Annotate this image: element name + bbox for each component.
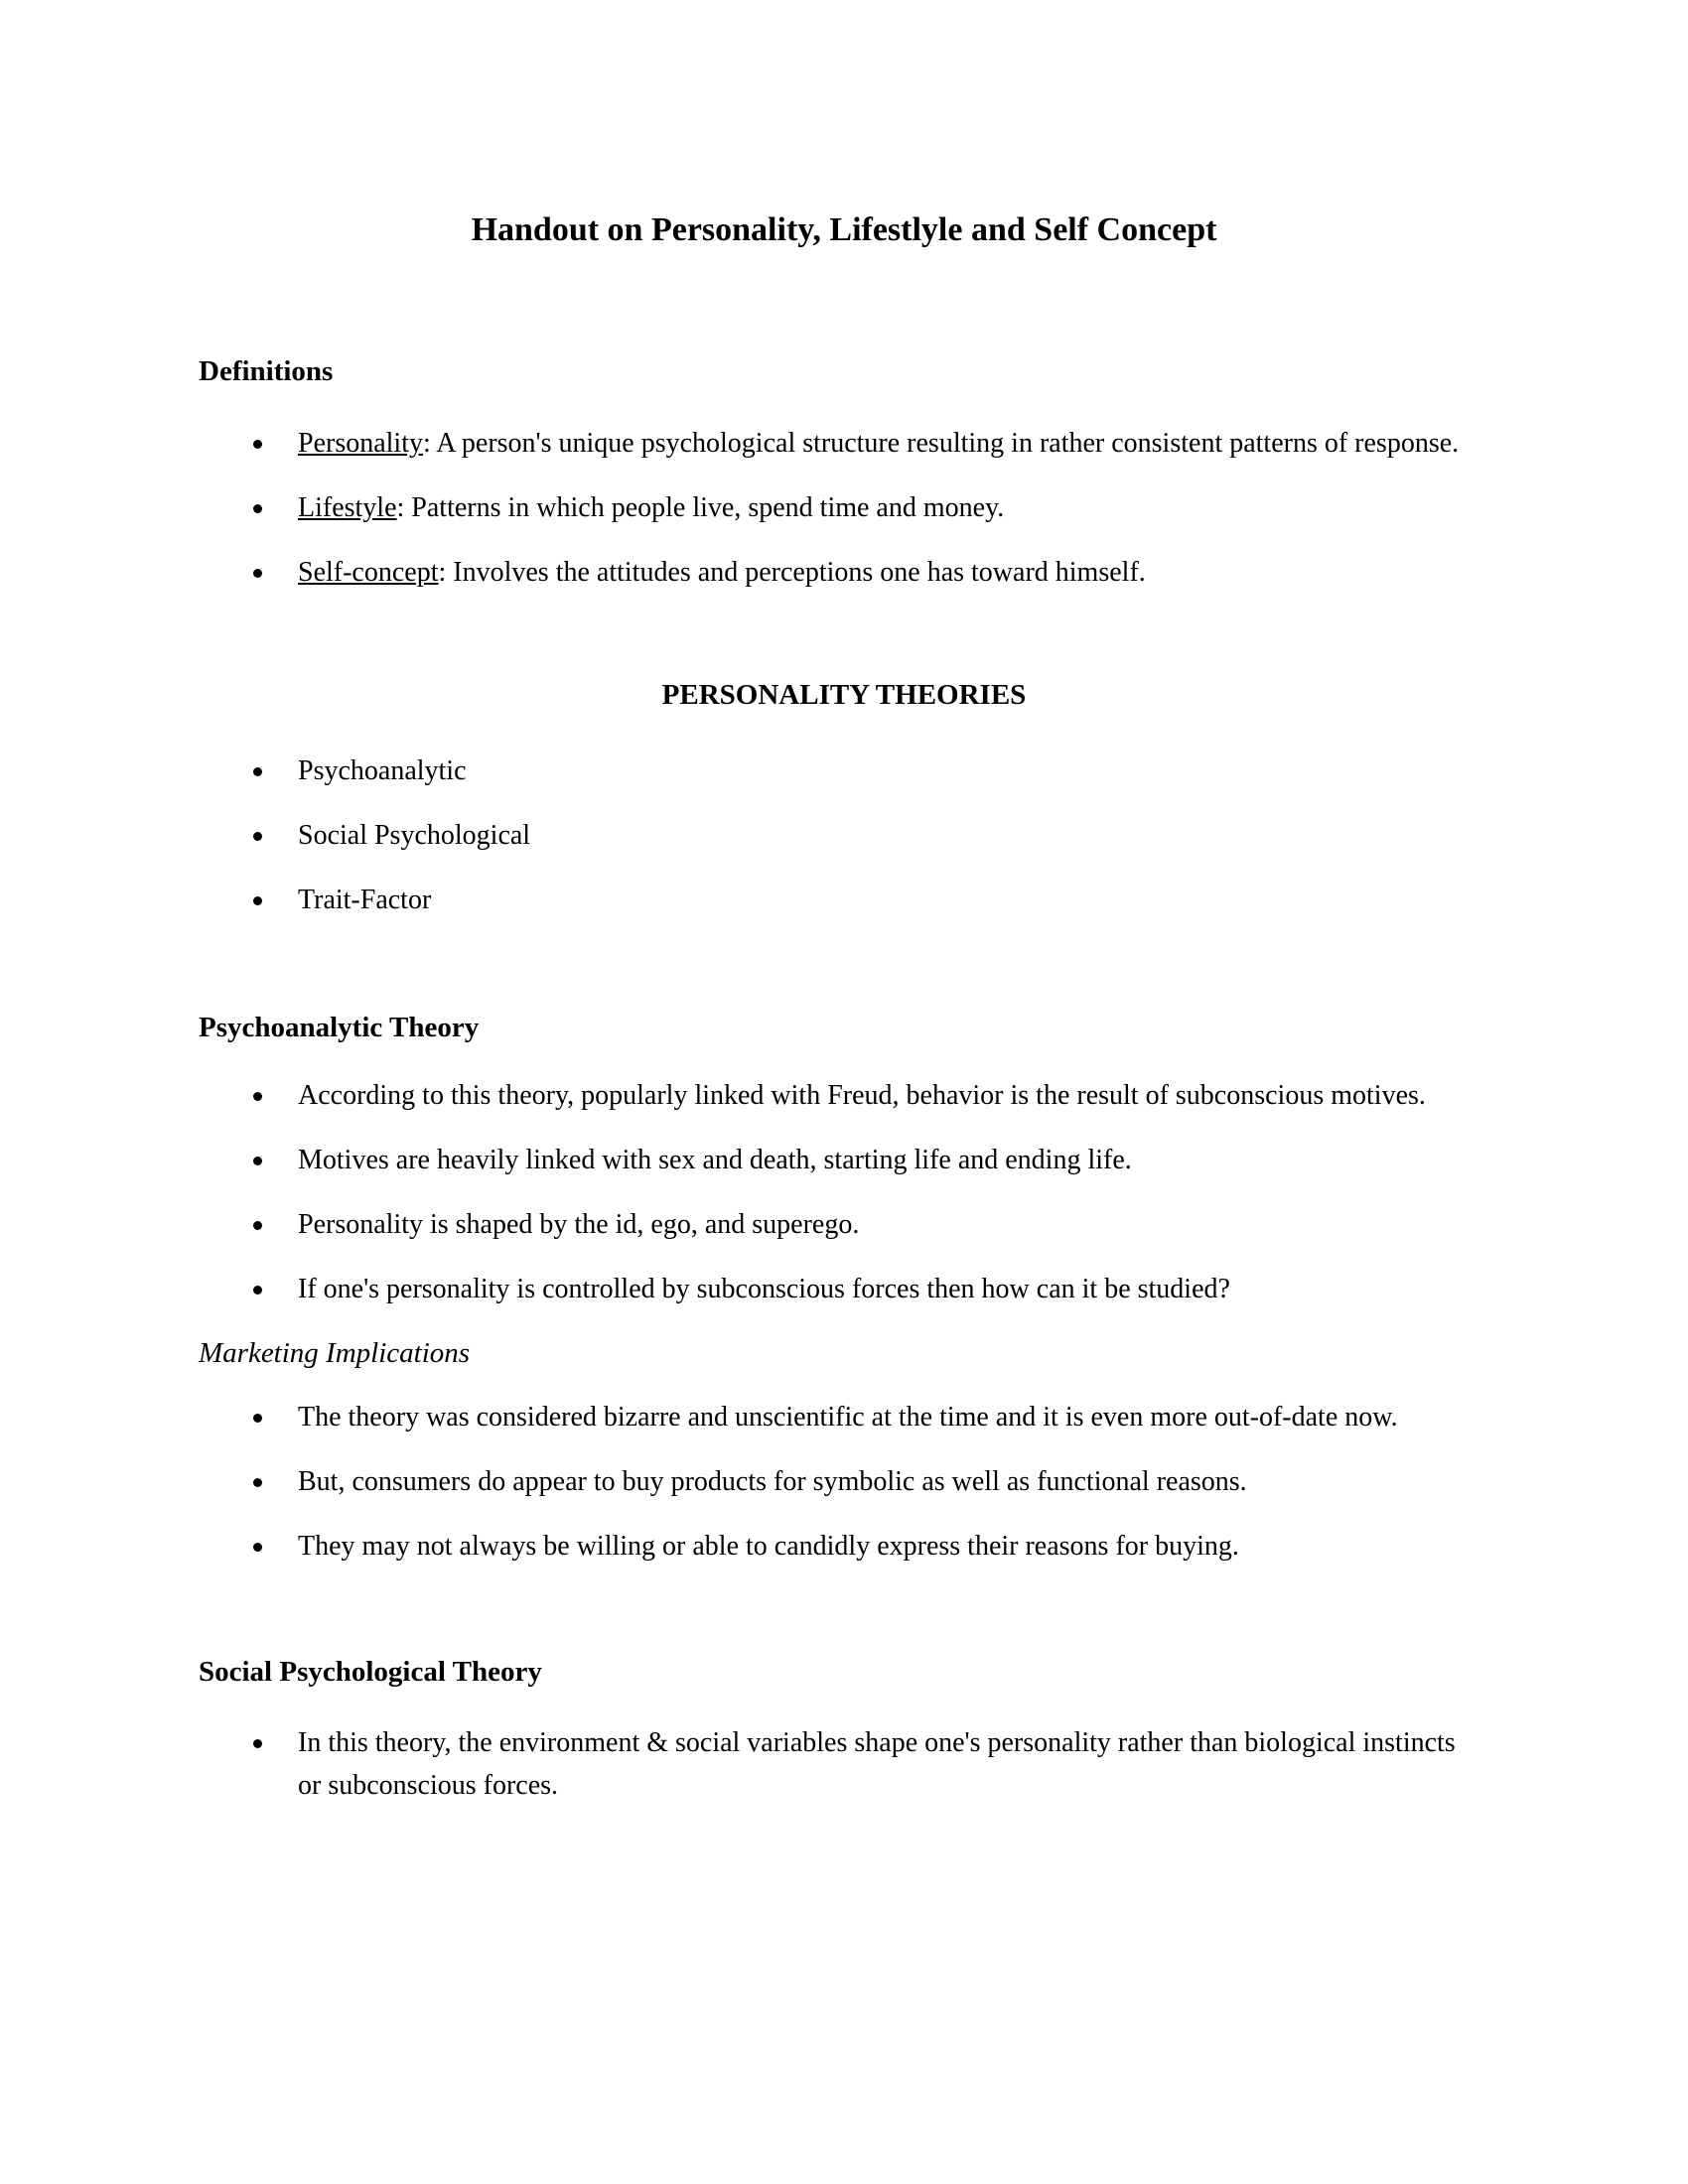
theory-item-trait-factor <box>199 879 1489 921</box>
theory-item-psychoanalytic <box>199 750 1489 792</box>
psychoanalytic-point <box>199 1139 1489 1181</box>
bullet-icon <box>253 1543 262 1552</box>
definition-term: Lifestyle <box>298 492 397 523</box>
bullet-icon <box>253 1286 262 1295</box>
point-text: If one's personality is controlled by subconscious forces then how can it be studied? <box>298 1274 1230 1304</box>
definition-item-lifestyle <box>199 486 1489 529</box>
marketing-point <box>199 1525 1489 1568</box>
theory-label: Social Psychological <box>298 820 531 851</box>
social-psychological-list <box>199 1721 1489 1807</box>
bullet-icon <box>253 1739 262 1748</box>
psychoanalytic-point <box>199 1268 1489 1310</box>
definition-term: Personality <box>298 428 423 459</box>
point-text: Motives are heavily linked with sex and death, starting life and ending life. <box>298 1145 1132 1175</box>
theory-label: Psychoanalytic <box>298 755 467 786</box>
marketing-point <box>199 1396 1489 1438</box>
bullet-icon <box>253 1157 262 1165</box>
theory-label: Trait-Factor <box>298 885 432 915</box>
psychoanalytic-list <box>199 1074 1489 1310</box>
psychoanalytic-point <box>199 1074 1489 1117</box>
bullet-icon <box>253 1414 262 1423</box>
theory-item-social-psychological <box>199 814 1489 857</box>
definitions-heading: Definitions <box>199 355 334 387</box>
bullet-icon <box>253 767 262 776</box>
psychoanalytic-theory-heading: Psychoanalytic Theory <box>199 1012 480 1043</box>
bullet-icon <box>253 504 262 513</box>
bullet-icon <box>253 569 262 578</box>
definition-text: : Involves the attitudes and perceptions one has toward himself. <box>438 557 1146 588</box>
marketing-implications-list <box>199 1396 1489 1568</box>
bullet-icon <box>253 832 262 841</box>
psychoanalytic-point <box>199 1203 1489 1246</box>
point-text: The theory was considered bizarre and unscientific at the time and it is even more out-of-date now. <box>298 1402 1398 1433</box>
marketing-point <box>199 1460 1489 1503</box>
definition-item-personality <box>199 422 1489 465</box>
bullet-icon <box>253 440 262 449</box>
social-psychological-theory-heading: Social Psychological Theory <box>199 1656 542 1688</box>
definitions-list <box>199 422 1489 594</box>
personality-theories-heading: PERSONALITY THEORIES <box>661 679 1027 711</box>
definition-text: : A person's unique psychological structure resulting in rather consistent patterns of response. <box>423 428 1460 459</box>
bullet-icon <box>253 1478 262 1487</box>
point-text: But, consumers do appear to buy products for symbolic as well as functional reasons. <box>298 1466 1247 1497</box>
definition-term: Self-concept <box>298 557 439 588</box>
personality-theories-list <box>199 750 1489 921</box>
social-psychological-point <box>199 1721 1489 1807</box>
marketing-implications-heading: Marketing Implications <box>199 1337 471 1369</box>
point-text: They may not always be willing or able to candidly express their reasons for buying. <box>298 1531 1239 1562</box>
bullet-icon <box>253 896 262 905</box>
bullet-icon <box>253 1092 262 1101</box>
point-text: Personality is shaped by the id, ego, and superego. <box>298 1209 860 1240</box>
definition-item-self-concept <box>199 551 1489 594</box>
definition-text: : Patterns in which people live, spend time and money. <box>396 492 1005 523</box>
point-text: In this theory, the environment & social variables shape one's personality rather than biological instincts or subconscious forces. <box>298 1727 1456 1801</box>
point-text: According to this theory, popularly linked with Freud, behavior is the result of subconscious motives. <box>298 1080 1426 1111</box>
bullet-icon <box>253 1221 262 1230</box>
document-title: Handout on Personality, Lifestlyle and Self Concept <box>471 211 1217 248</box>
